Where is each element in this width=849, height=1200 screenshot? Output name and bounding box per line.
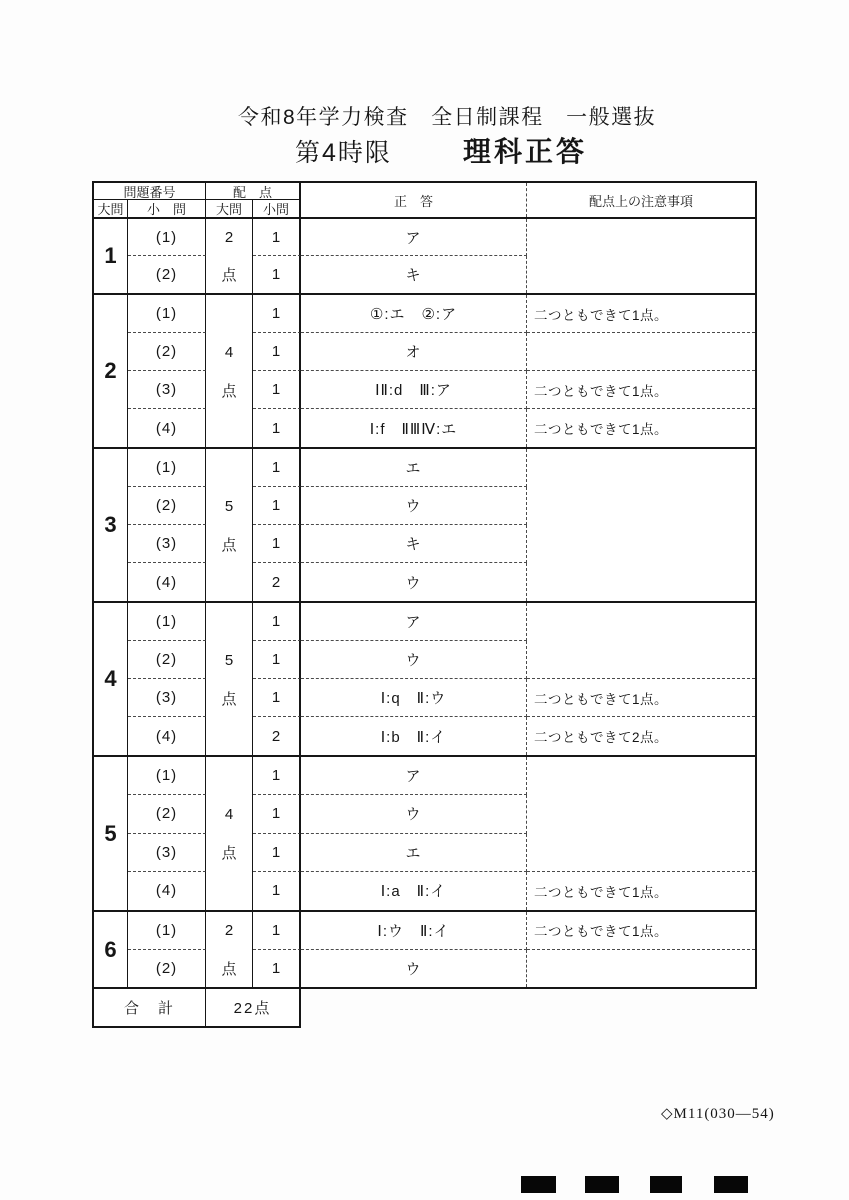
- question-label: (2): [128, 950, 206, 988]
- scoring-note: [527, 525, 755, 563]
- answer: エ: [301, 834, 527, 872]
- answer: ウ: [301, 795, 527, 833]
- question-points: 1: [253, 525, 301, 563]
- answer: オ: [301, 333, 527, 371]
- exam-period: 第4時限: [295, 139, 392, 167]
- section-number: 2: [94, 295, 128, 447]
- header-points: 配 点: [206, 183, 301, 200]
- answer: Ⅰ:ウ Ⅱ:イ: [301, 912, 527, 950]
- section-number: 3: [94, 449, 128, 601]
- scoring-note: 二つともできて1点。: [527, 295, 755, 333]
- answer: ウ: [301, 950, 527, 988]
- section-points-unit: 点: [221, 382, 237, 400]
- section-4: [94, 603, 755, 757]
- header-daimon: 大問: [94, 200, 128, 217]
- section-points-value: 4: [224, 805, 234, 823]
- question-label: (4): [128, 872, 206, 910]
- header-points-shoumon: 小問: [253, 200, 301, 217]
- table-header: [94, 183, 755, 219]
- answer: Ⅰ:a Ⅱ:イ: [301, 872, 527, 910]
- header-correct-answer: 正 答: [301, 183, 527, 217]
- scoring-note: [527, 256, 755, 293]
- question-points: 1: [253, 256, 301, 293]
- question-points: 1: [253, 795, 301, 833]
- scoring-note: 二つともできて1点。: [534, 422, 669, 437]
- answer: ウ: [301, 641, 527, 679]
- question-label: (1): [128, 295, 206, 333]
- section-points-value: 5: [224, 497, 234, 515]
- question-label: (4): [128, 409, 206, 447]
- section-points-unit: 点: [221, 690, 237, 708]
- total-row: [92, 989, 301, 1028]
- answer: Ⅰ:b Ⅱ:イ: [301, 717, 527, 755]
- scoring-note: [527, 219, 755, 256]
- question-label: (3): [128, 371, 206, 409]
- scoring-note: 二つともできて2点。: [534, 730, 669, 745]
- question-points: 1: [253, 449, 301, 487]
- answer-table: [92, 181, 757, 989]
- print-registration-mark: [521, 1176, 556, 1193]
- section-points-unit: 点: [221, 960, 237, 978]
- question-label: (2): [128, 256, 206, 293]
- question-points: 1: [253, 641, 301, 679]
- question-label: (2): [128, 333, 206, 371]
- question-label: (1): [128, 219, 206, 256]
- section-number: 5: [94, 757, 128, 910]
- answer: エ: [301, 449, 527, 487]
- scoring-note: 二つともできて1点。: [534, 884, 669, 900]
- answer: ア: [301, 757, 527, 795]
- section-points-unit: 点: [221, 536, 237, 554]
- question-label: (1): [128, 912, 206, 950]
- answer: キ: [301, 256, 527, 293]
- question-label: (1): [128, 603, 206, 641]
- section-2: [94, 295, 755, 449]
- answer: ①:エ ②:ア: [301, 295, 527, 333]
- question-points: 1: [253, 757, 301, 795]
- question-label: (2): [128, 487, 206, 525]
- question-label: (3): [128, 834, 206, 872]
- question-points: 1: [253, 912, 301, 950]
- section-points: [206, 449, 253, 601]
- question-points: 1: [253, 371, 301, 409]
- answer: ウ: [301, 487, 527, 525]
- scoring-note: [527, 333, 755, 371]
- section-5: [94, 757, 755, 912]
- question-points: 1: [253, 872, 301, 910]
- scoring-note: [527, 795, 755, 833]
- section-number: 6: [94, 912, 128, 987]
- section-number: 1: [94, 219, 128, 293]
- question-label: (2): [128, 795, 206, 833]
- section-points: [206, 603, 253, 755]
- question-points: 1: [253, 603, 301, 641]
- exam-title: 令和8年学力検査 全日制課程 一般選抜: [238, 106, 657, 129]
- section-points-value: 2: [224, 229, 234, 246]
- section-points: [206, 757, 253, 910]
- question-label: (1): [128, 449, 206, 487]
- scoring-note: [527, 563, 755, 601]
- scoring-note: [527, 950, 755, 988]
- question-points: 1: [253, 219, 301, 256]
- scoring-note: [527, 449, 755, 487]
- section-1: [94, 219, 755, 295]
- question-label: (3): [128, 525, 206, 563]
- scoring-note: 二つともできて1点。: [527, 912, 755, 950]
- answer: ⅠⅡ:d Ⅲ:ア: [301, 371, 527, 409]
- question-points: 1: [253, 333, 301, 371]
- question-label: (3): [128, 679, 206, 717]
- section-points: [206, 219, 253, 293]
- section-points-value: 2: [224, 922, 234, 940]
- scoring-note: [527, 603, 755, 641]
- answer: ア: [301, 219, 527, 256]
- answer: Ⅰ:f ⅡⅢⅣ:エ: [301, 409, 527, 447]
- question-points: 1: [253, 679, 301, 717]
- question-points: 1: [253, 295, 301, 333]
- print-registration-mark: [585, 1176, 619, 1193]
- print-registration-mark: [650, 1176, 682, 1193]
- section-number: 4: [94, 603, 128, 755]
- answer: ア: [301, 603, 527, 641]
- answer: ウ: [301, 563, 527, 601]
- answer: キ: [301, 525, 527, 563]
- total-value: 22点: [233, 1000, 272, 1017]
- header-question-number: 問題番号: [94, 183, 206, 200]
- scoring-note: 二つともできて1点。: [527, 371, 755, 409]
- answer: Ⅰ:q Ⅱ:ウ: [301, 679, 527, 717]
- question-points: 1: [253, 409, 301, 447]
- section-points-unit: 点: [221, 267, 237, 284]
- question-points: 1: [253, 834, 301, 872]
- total-label: 合 計: [94, 989, 206, 1026]
- section-points-unit: 点: [221, 845, 237, 863]
- section-points-value: 5: [224, 651, 234, 669]
- section-6: [94, 912, 755, 987]
- scoring-note: [527, 487, 755, 525]
- section-3: [94, 449, 755, 603]
- document-code: ◇M11(030—54): [661, 1106, 775, 1122]
- scoring-note: [527, 834, 755, 872]
- question-label: (4): [128, 717, 206, 755]
- question-label: (1): [128, 757, 206, 795]
- question-points: 2: [253, 563, 301, 601]
- question-points: 2: [253, 717, 301, 755]
- question-points: 1: [253, 487, 301, 525]
- scoring-note: 二つともできて1点。: [527, 679, 755, 717]
- header-shoumon: 小 問: [128, 200, 206, 217]
- exam-subject: 理科正答: [463, 136, 588, 167]
- print-registration-mark: [714, 1176, 748, 1193]
- header-points-daimon: 大問: [206, 200, 253, 217]
- section-points-value: 4: [224, 343, 234, 361]
- scoring-note: [527, 757, 755, 795]
- scoring-note: [527, 641, 755, 679]
- question-points: 1: [253, 950, 301, 988]
- question-label: (2): [128, 641, 206, 679]
- section-points: [206, 295, 253, 447]
- question-label: (4): [128, 563, 206, 601]
- header-scoring-notes: 配点上の注意事項: [588, 193, 693, 209]
- section-points: [206, 912, 253, 987]
